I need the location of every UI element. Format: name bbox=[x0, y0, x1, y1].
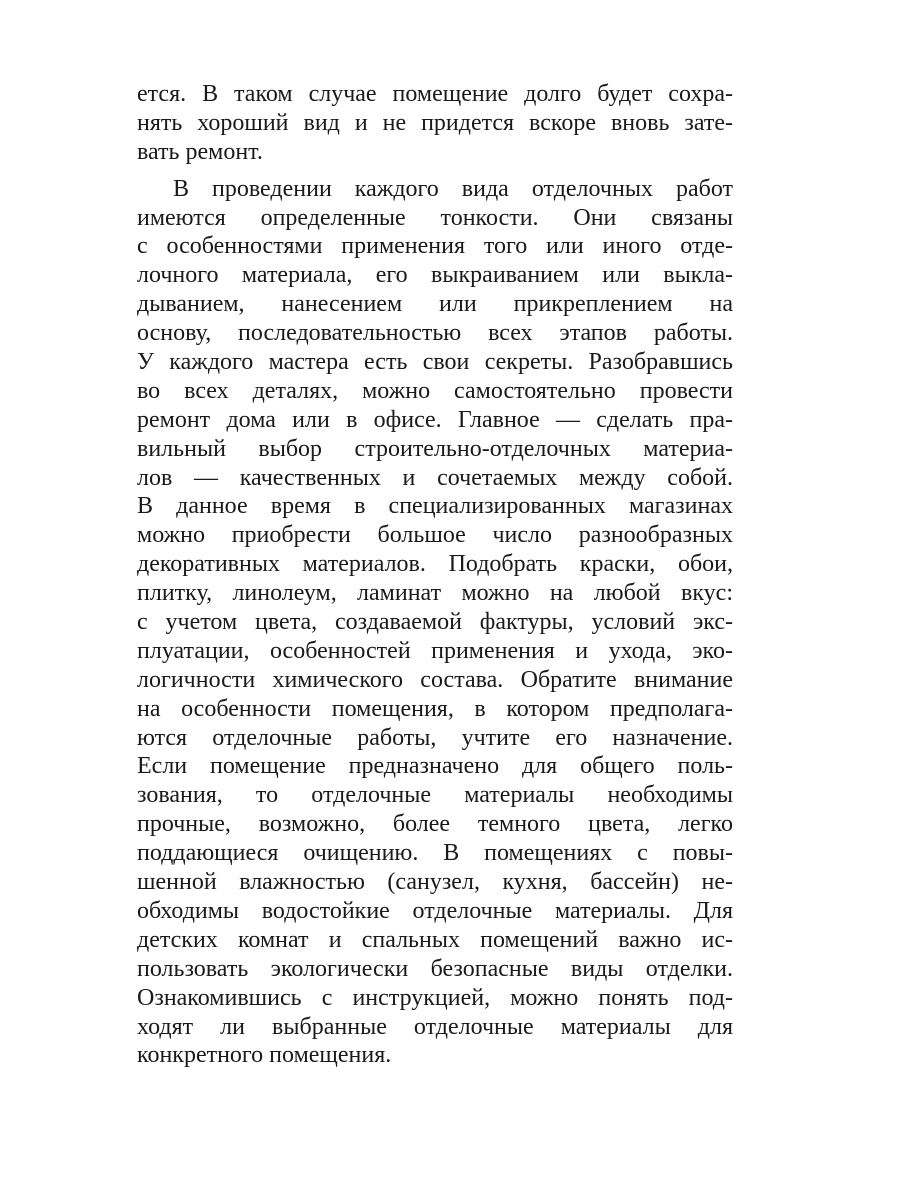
paragraph-2 bbox=[137, 175, 733, 1071]
text-line: зования, то отделочные материалы необходимы bbox=[137, 782, 733, 809]
text-line: шенной влажностью (санузел, кухня, бассейн) не- bbox=[137, 869, 733, 896]
text-line: с особенностями применения того или иного отде- bbox=[137, 233, 733, 260]
text-line: ремонт дома или в офисе. Главное — сделать пра- bbox=[137, 406, 733, 433]
text-line: Ознакомившись с инструкцией, можно понять под- bbox=[137, 984, 733, 1011]
text-line: вать ремонт. bbox=[137, 138, 263, 165]
text-line: нять хороший вид и не придется вскоре вновь зате- bbox=[137, 109, 733, 136]
text-line: поддающиеся очищению. В помещениях с повы- bbox=[137, 840, 733, 867]
text-line: ется. В таком случае помещение долго будет сохра- bbox=[137, 81, 733, 107]
text-line: У каждого мастера есть свои секреты. Разобравшись bbox=[137, 349, 733, 376]
text-line: пользовать экологически безопасные виды отделки. bbox=[137, 955, 733, 982]
text-line: можно приобрести большое число разнообразных bbox=[137, 522, 733, 549]
paragraph-1 bbox=[137, 80, 733, 167]
text-line: детских комнат и спальных помещений важно ис- bbox=[137, 926, 733, 953]
text-line: ходят ли выбранные отделочные материалы для bbox=[137, 1013, 733, 1040]
text-line: имеются определенные тонкости. Они связаны bbox=[137, 204, 733, 231]
text-line: во всех деталях, можно самостоятельно провести bbox=[137, 377, 733, 404]
text-line: лов — качественных и сочетаемых между собой. bbox=[137, 464, 733, 491]
text-line: декоративных материалов. Подобрать краски, обои, bbox=[137, 551, 733, 578]
text-line: лочного материала, его выкраиванием или выкла- bbox=[137, 262, 733, 289]
text-line: плитку, линолеум, ламинат можно на любой вкус: bbox=[137, 580, 733, 607]
text-line: прочные, возможно, более темного цвета, легко bbox=[137, 811, 733, 838]
text-line: В проведении каждого вида отделочных работ bbox=[173, 175, 733, 202]
text-line: плуатации, особенностей применения и ухода, эко- bbox=[137, 637, 733, 664]
text-line: на особенности помещения, в котором предполага- bbox=[137, 695, 733, 722]
body-text bbox=[137, 80, 733, 1070]
text-line: дыванием, нанесением или прикреплением на bbox=[137, 291, 733, 318]
text-line: логичности химического состава. Обратите внимание bbox=[137, 666, 733, 693]
text-line: В данное время в специализированных магазинах bbox=[137, 493, 733, 520]
text-line: ются отделочные работы, учтите его назначение. bbox=[137, 724, 733, 751]
text-line: основу, последовательностью всех этапов работы. bbox=[137, 320, 733, 347]
text-line: конкретного помещения. bbox=[137, 1042, 392, 1069]
text-line: вильный выбор строительно-отделочных материа- bbox=[137, 435, 733, 462]
text-line: Если помещение предназначено для общего поль- bbox=[137, 753, 733, 780]
text-line: с учетом цвета, создаваемой фактуры, условий экс- bbox=[137, 609, 733, 636]
text-line: обходимы водостойкие отделочные материалы. Для bbox=[137, 897, 733, 924]
